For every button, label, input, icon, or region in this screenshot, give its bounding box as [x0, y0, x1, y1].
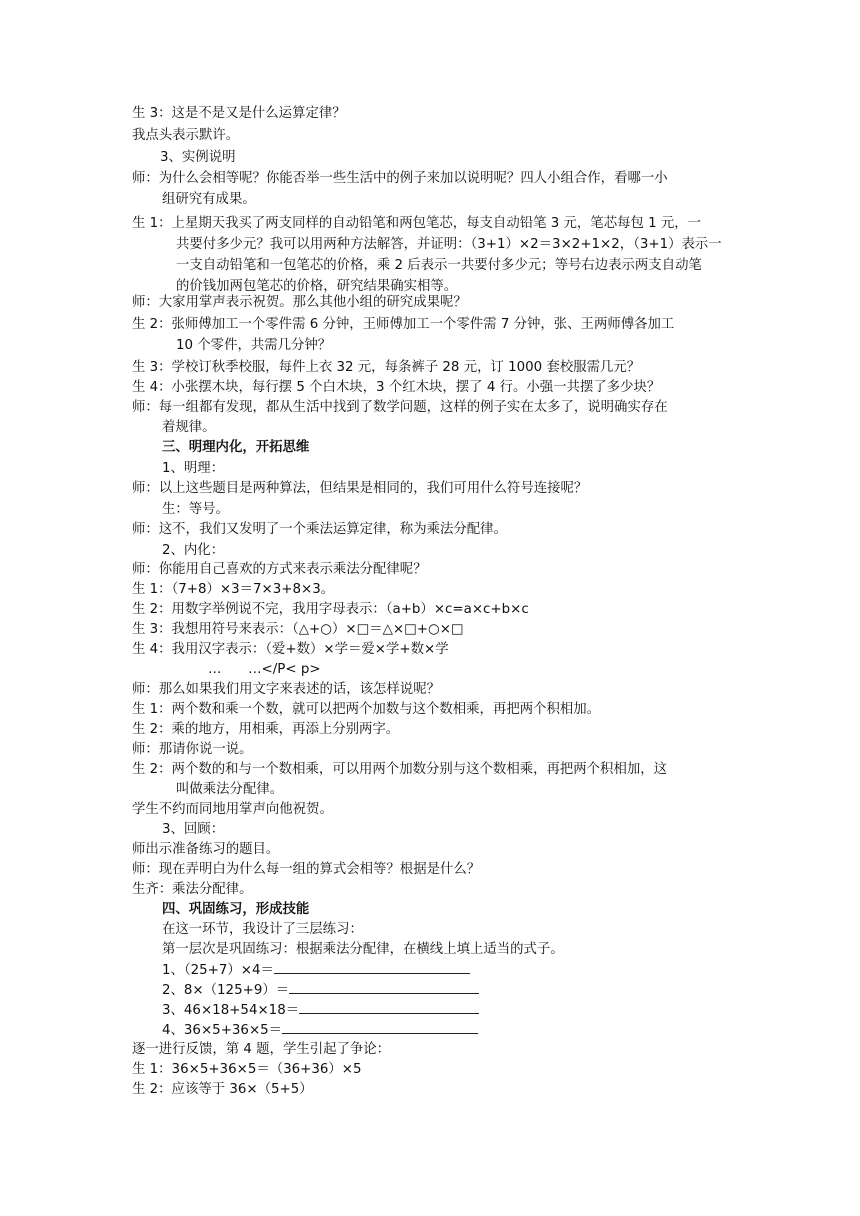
text-line: 生 1：36×5+36×5＝（36+36）×5: [132, 1062, 362, 1077]
text-line-ellipsis: … …</P< p>: [208, 662, 321, 677]
text-line-continued: 一支自动铅笔和一包笔芯的价格，乘 2 后表示一共要付多少元；等号右边表示两支自动笔: [176, 258, 702, 273]
exercise-4: [162, 1020, 762, 1041]
exercise-1: [162, 960, 762, 981]
text-line: 生 1：（7+8）×3＝7×3+8×3。: [132, 582, 335, 597]
text-line: 师：现在弄明白为什么每一组的算式会相等？根据是什么？: [132, 862, 481, 877]
text-line: 生 2：用数字举例说不完，我用字母表示：（a+b）×c=a×c+b×c: [132, 602, 529, 617]
text-line: 师：这不，我们又发明了一个乘法运算定律，称为乘法分配律。: [132, 522, 507, 537]
text-line: 师：为什么会相等呢？你能否举一些生活中的例子来加以说明呢？四人小组合作，看哪一小: [132, 171, 668, 186]
section-heading: 四、巩固练习，形成技能: [162, 902, 310, 917]
text-line: 逐一进行反馈，第 4 题，学生引起了争论：: [132, 1042, 391, 1057]
text-line: 生 2：应该等于 36×（5+5）: [132, 1082, 313, 1097]
text-line-continued: 组研究有成果。: [162, 192, 256, 207]
text-line-continued: 的价钱加两包笔芯的价格，研究结果确实相等。: [176, 279, 458, 294]
text-line: 师：你能用自己喜欢的方式来表示乘法分配律呢？: [132, 562, 427, 577]
answer-blank[interactable]: [282, 1020, 478, 1034]
answer-blank[interactable]: [299, 1000, 479, 1014]
text-line-continued: 共要付多少元？我可以用两种方法解答，并证明：（3+1）×2＝3×2+1×2，（3+1）表示一: [176, 237, 722, 252]
answer-blank[interactable]: [274, 960, 470, 974]
text-line: 我点头表示默许。: [132, 128, 240, 143]
text-line: 在这一环节，我设计了三层练习：: [162, 922, 363, 937]
text-line: 师：每一组都有发现，都从生活中找到了数学问题，这样的例子实在太多了，说明确实存在: [132, 400, 668, 415]
text-line: 生 1：两个数和乘一个数，就可以把两个加数与这个数相乘，再把两个积相加。: [132, 702, 601, 717]
text-line: 师：以上这些题目是两种算法，但结果是相同的，我们可用什么符号连接呢？: [132, 481, 588, 496]
text-line: 生齐：乘法分配律。: [132, 882, 253, 897]
text-line-continued: 着规律。: [162, 420, 216, 435]
text-line: 师：那么如果我们用文字来表述的话，该怎样说呢？: [132, 682, 440, 697]
exercise-text: 3、46×18+54×18＝: [162, 1003, 300, 1018]
exercise-2: [162, 980, 762, 1001]
section-heading: 三、明理内化，开拓思维: [162, 440, 310, 455]
text-line: 第一层次是巩固练习：根据乘法分配律，在横线上填上适当的式子。: [162, 942, 564, 957]
text-line: 师：大家用掌声表示祝贺。那么其他小组的研究成果呢？: [132, 295, 467, 310]
text-line-continued: 10 个零件，共需几分钟？: [176, 338, 332, 353]
exercise-text: 1、（25+7）×4＝: [162, 963, 274, 978]
text-line: 生 4：我用汉字表示：（爱+数）×学＝爱×学+数×学: [132, 642, 449, 657]
text-line: 生 2：两个数的和与一个数相乘，可以用两个加数分别与这个数相乘，再把两个积相加，这: [132, 762, 668, 777]
text-line-continued: 叫做乘法分配律。: [176, 782, 284, 797]
text-line: 师：那请你说一说。: [132, 742, 253, 757]
text-line: 生 2：张师傅加工一个零件需 6 分钟，王师傅加工一个零件需 7 分钟，张、王两师傅各加工: [132, 317, 675, 332]
text-line: 生 3：学校订秋季校服，每件上衣 32 元，每条裤子 28 元，订 1000 套校服需几元？: [132, 360, 641, 375]
text-line: 生 1：上星期天我买了两支同样的自动铅笔和两包笔芯，每支自动铅笔 3 元，笔芯每包 1 元，一: [132, 216, 702, 231]
section-subheading: 2、内化：: [162, 543, 225, 558]
text-line: 生：等号。: [162, 502, 229, 517]
exercise-text: 2、8×（125+9）＝: [162, 983, 290, 998]
text-line: 生 3：我想用符号来表示：（△+○）×□＝△×□+○×□: [132, 622, 464, 637]
section-subheading: 3、实例说明: [160, 150, 236, 165]
section-subheading: 1、明理：: [162, 461, 225, 476]
answer-blank[interactable]: [289, 980, 479, 994]
exercise-text: 4、36×5+36×5＝: [162, 1023, 283, 1038]
text-line: 生 4：小张摆木块，每行摆 5 个白木块，3 个红木块，摆了 4 行。小强一共摆了多少块？: [132, 380, 661, 395]
section-subheading: 3、回顾：: [162, 822, 225, 837]
text-line: 生 2：乘的地方，用相乘，再添上分别两字。: [132, 722, 400, 737]
exercise-3: [162, 1000, 762, 1021]
text-line: 生 3：这是不是又是什么运算定律？: [132, 106, 346, 121]
text-line: 师出示准备练习的题目。: [132, 842, 280, 857]
text-line: 学生不约而同地用掌声向他祝贺。: [132, 802, 333, 817]
